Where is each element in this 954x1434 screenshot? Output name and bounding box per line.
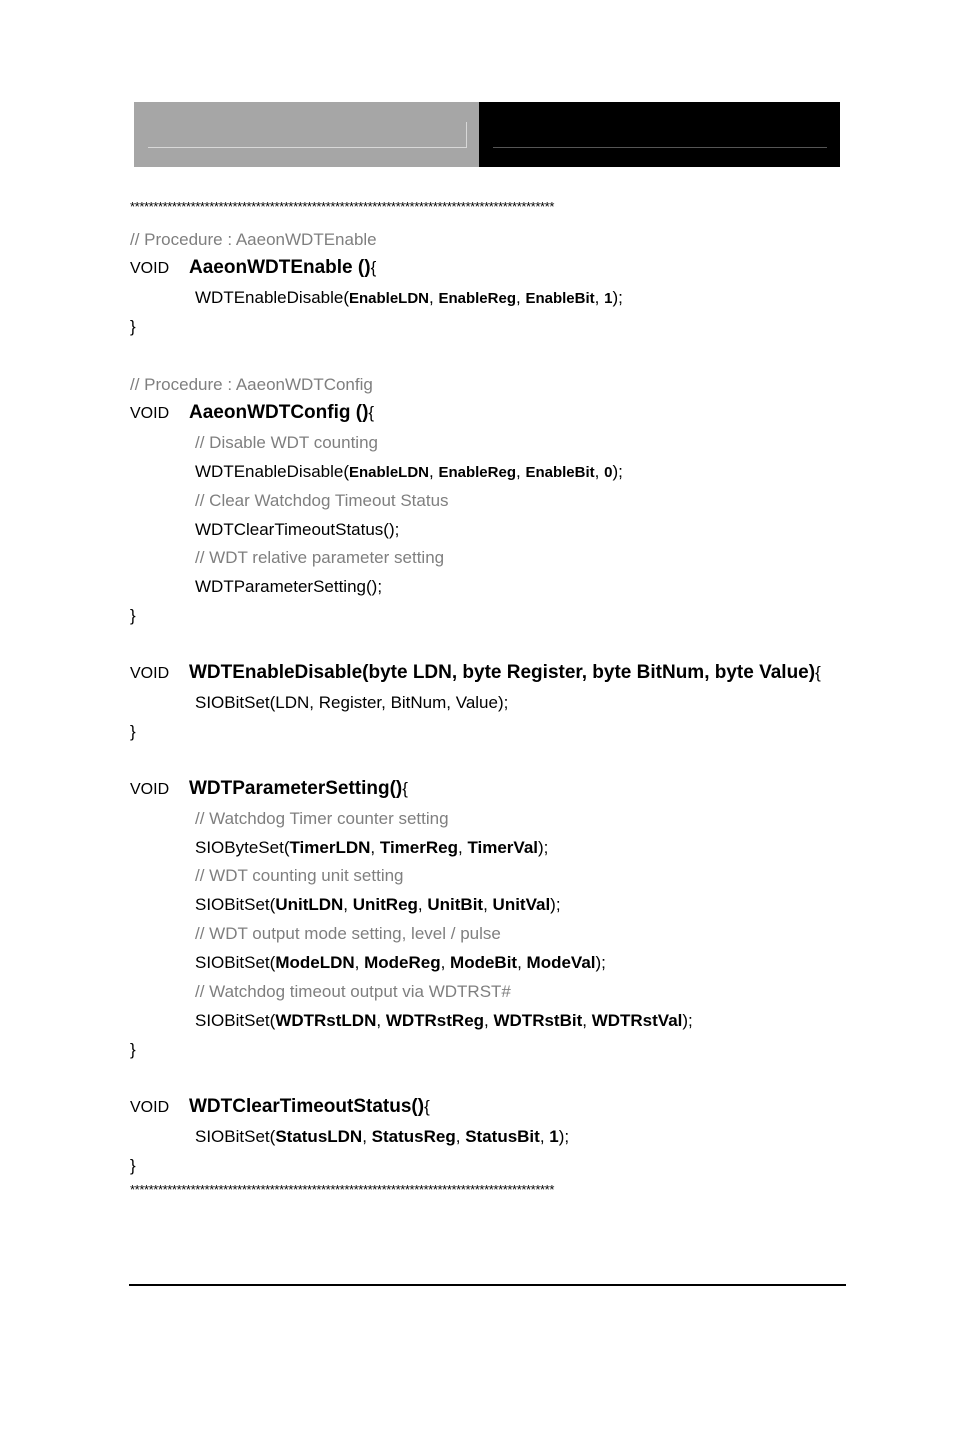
arg: 0 [604,464,613,481]
call-name: WDTEnableDisable( [195,462,349,481]
header-right-rule [493,147,827,148]
arg: StatusLDN [275,1127,363,1146]
arg: ModeLDN [275,953,355,972]
comment-line: // Disable WDT counting [195,433,378,452]
header-left-panel [134,102,479,167]
arg: EnableBit [525,290,595,307]
comment-line: // Watchdog Timer counter setting [195,809,449,828]
function-name: WDTParameterSetting() [189,778,403,799]
arg: ModeVal [526,953,596,972]
arg: EnableLDN [349,464,430,481]
code-line: SIOBitSet(ModeLDN, ModeReg, ModeBit, ModeVal); [195,953,606,972]
call-name: SIOBitSet( [195,1011,276,1030]
arg: ModeReg [364,953,441,972]
func-signature-enable [130,257,376,280]
code-line: WDTParameterSetting(); [195,577,383,596]
arg: ModeBit [450,953,518,972]
code-line: SIOBitSet(LDN, Register, BitNum, Value); [195,693,509,712]
arg: WDTRstVal [591,1011,683,1030]
function-name: WDTEnableDisable(byte LDN, byte Register, byte BitNum, byte Value) [189,662,816,683]
code-line: SIOBitSet(StatusLDN, StatusReg, StatusBit, 1); [195,1127,570,1146]
brace-close: } [130,1040,136,1059]
arg: 1 [549,1127,559,1146]
code-line: SIOByteSet(TimerLDN, TimerReg, TimerVal); [195,838,549,857]
comment-line: // Watchdog timeout output via WDTRST# [195,982,511,1001]
function-name: WDTClearTimeoutStatus() [189,1096,425,1117]
brace-open: { [402,779,408,798]
keyword-void: VOID [130,665,170,682]
code-line: WDTEnableDisable(EnableLDN, EnableReg, EnableBit, 0); [195,462,623,481]
keyword-void: VOID [130,1099,170,1116]
brace-open: { [815,663,821,682]
call-name: WDTEnableDisable( [195,288,349,307]
func-signature-param [130,778,408,801]
header-right-panel [479,102,840,167]
arg: EnableLDN [349,290,430,307]
call-name: SIOBitSet( [195,953,276,972]
arg: WDTRstBit [493,1011,583,1030]
arg: WDTRstLDN [275,1011,377,1030]
brace-close: } [130,317,136,336]
comment-procedure-config: // Procedure : AaeonWDTConfig [130,375,373,394]
code-line: SIOBitSet(UnitLDN, UnitReg, UnitBit, UnitVal); [195,895,561,914]
separator-top: ******************************************************************************************* [130,199,554,214]
brace-open: { [368,403,375,422]
arg: StatusBit [465,1127,540,1146]
arg: 1 [604,290,613,307]
arg: EnableReg [438,290,516,307]
header-left-divider [466,122,467,148]
arg: UnitReg [352,895,418,914]
code-line: SIOBitSet(WDTRstLDN, WDTRstReg, WDTRstBit, WDTRstVal); [195,1011,693,1030]
code-line: WDTClearTimeoutStatus(); [195,520,400,539]
arg: EnableReg [438,464,516,481]
function-name: AaeonWDTEnable () [189,257,371,278]
func-signature-clear [130,1096,430,1119]
call-name: SIOBitSet( [195,1127,276,1146]
arg: WDTRstReg [385,1011,485,1030]
arg: UnitVal [492,895,551,914]
arg: TimerLDN [289,838,371,857]
arg: TimerVal [467,838,539,857]
func-signature-config [130,402,374,425]
comment-line: // WDT output mode setting, level / pulse [195,924,501,943]
brace-open: { [370,258,377,277]
separator-bottom: ******************************************************************************************* [130,1182,554,1197]
footer-rule [129,1284,846,1286]
keyword-void: VOID [130,781,170,798]
comment-procedure-enable: // Procedure : AaeonWDTEnable [130,230,377,249]
arg: UnitBit [427,895,484,914]
arg: UnitLDN [275,895,344,914]
arg: EnableBit [525,464,595,481]
brace-close: } [130,1156,136,1175]
call-name: SIOBitSet( [195,895,276,914]
header-left-rule [148,147,466,148]
comment-line: // Clear Watchdog Timeout Status [195,491,449,510]
keyword-void: VOID [130,405,170,422]
keyword-void: VOID [130,260,170,277]
brace-open: { [424,1097,430,1116]
brace-close: } [130,606,136,625]
page-header [134,102,840,167]
brace-close: } [130,722,136,741]
arg: TimerReg [379,838,458,857]
func-signature-enabledisable [130,662,821,685]
code-line: WDTEnableDisable(EnableLDN, EnableReg, EnableBit, 1); [195,288,623,307]
call-name: SIOByteSet( [195,838,290,857]
comment-line: // WDT counting unit setting [195,866,404,885]
function-name: AaeonWDTConfig () [189,402,369,423]
arg: StatusReg [371,1127,456,1146]
comment-line: // WDT relative parameter setting [195,548,445,567]
